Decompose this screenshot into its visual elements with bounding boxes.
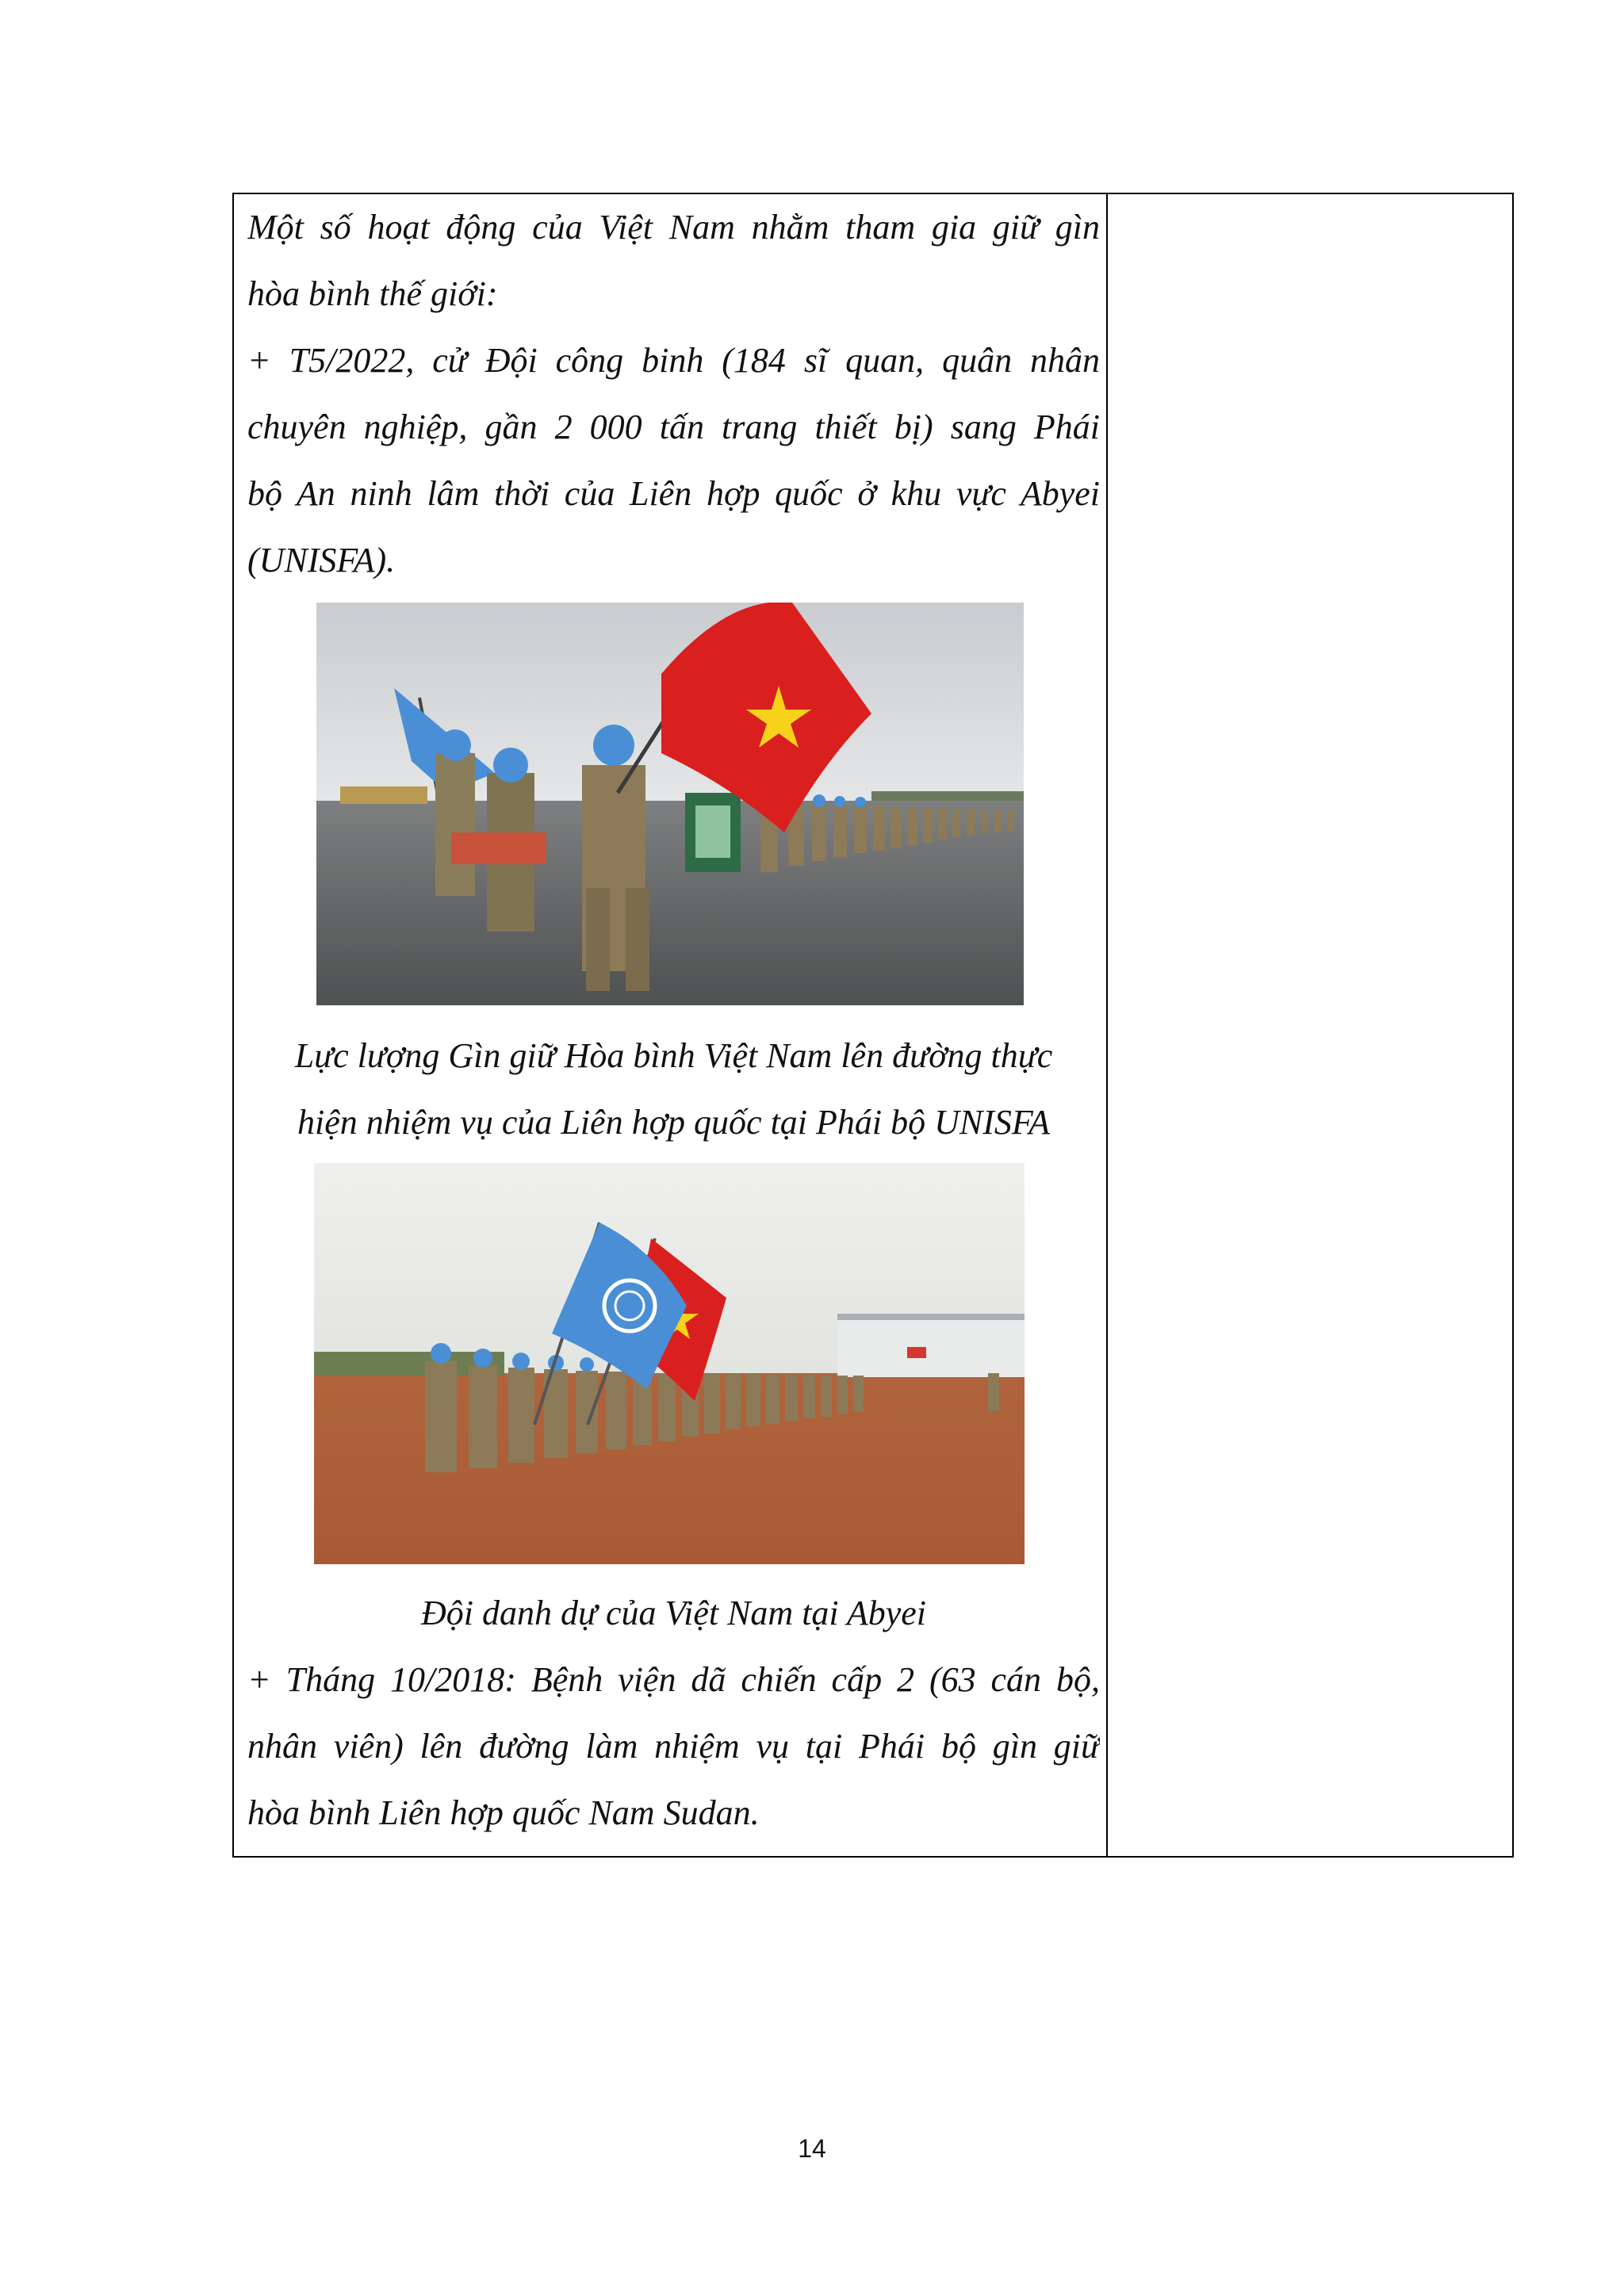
caption-photo-1-line-2: hiện nhiệm vụ của Liên hợp quốc tại Phái bộ UNISFA [297, 1103, 1050, 1142]
content-table [232, 193, 1514, 1858]
item1-line-4: (UNISFA). [247, 541, 396, 580]
item1-line-1: + T5/2022, cử Đội công binh (184 sĩ quan, quân nhân [247, 341, 1100, 380]
item1-line-3: bộ An ninh lâm thời của Liên hợp quốc ở khu vực Abyei [247, 474, 1100, 513]
table-cell-left [234, 194, 1108, 1856]
item2-line-2: nhân viên) lên đường làm nhiệm vụ tại Phái bộ gìn giữ [247, 1727, 1100, 1766]
caption-photo-2: Đội danh dự của Việt Nam tại Abyei [420, 1594, 927, 1632]
item2-line-3: hòa bình Liên hợp quốc Nam Sudan. [247, 1793, 760, 1832]
photo-marching-peacekeepers [316, 603, 1024, 1005]
page-number: 14 [798, 2134, 826, 2163]
intro-line-2: hòa bình thế giới: [247, 274, 498, 313]
item1-line-2: chuyên nghiệp, gần 2 000 tấn trang thiết bị) sang Phái [247, 408, 1100, 446]
caption-photo-1-line-1: Lực lượng Gìn giữ Hòa bình Việt Nam lên đường thực [294, 1036, 1053, 1075]
intro-line-1: Một số hoạt động của Việt Nam nhằm tham gia giữ gìn [247, 208, 1100, 247]
item2-line-1: + Tháng 10/2018: Bệnh viện dã chiến cấp 2 (63 cán bộ, [247, 1660, 1100, 1699]
photo-honor-guard [314, 1163, 1025, 1564]
table-cell-right [1108, 194, 1512, 1856]
